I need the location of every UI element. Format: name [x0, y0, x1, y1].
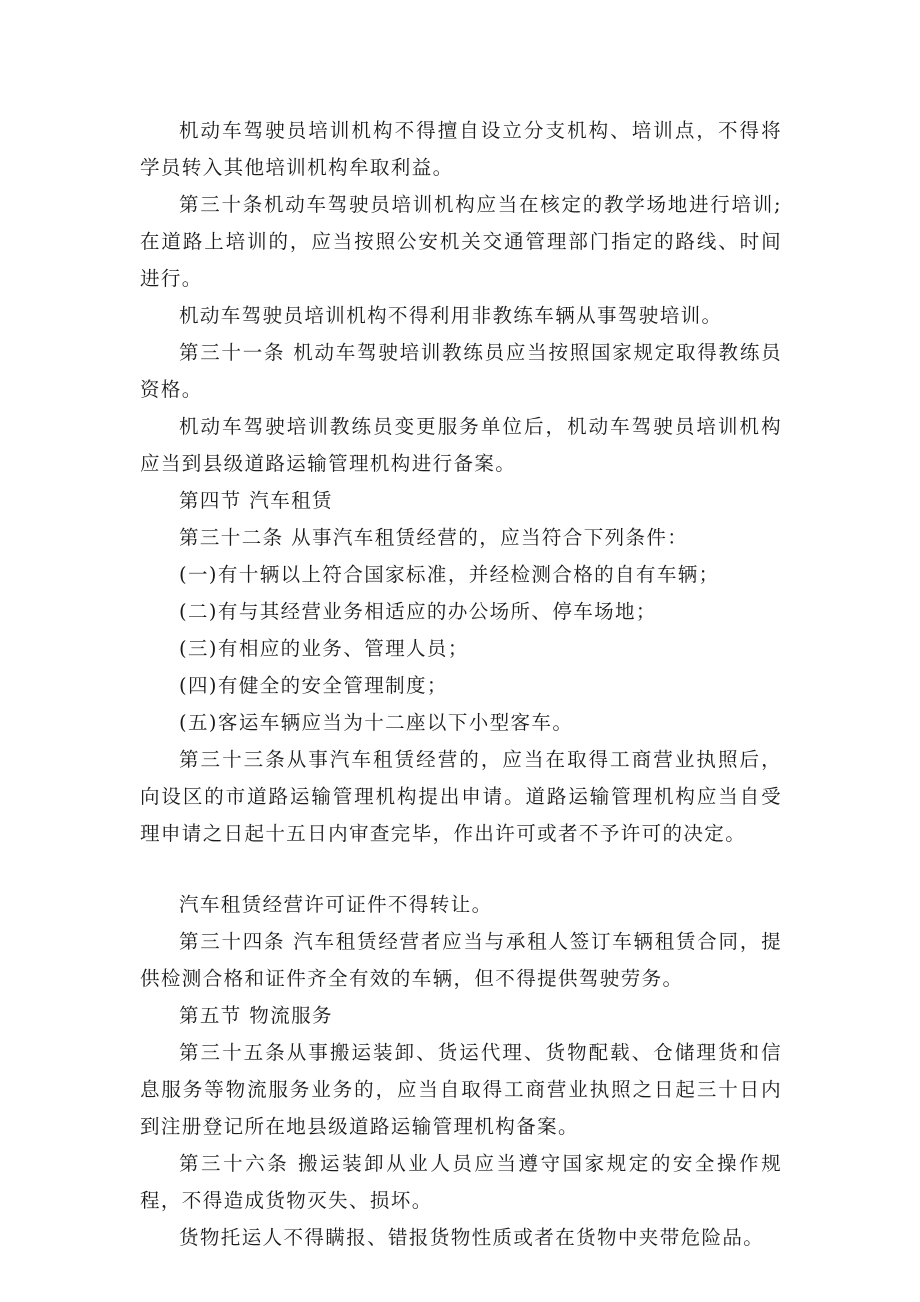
- paragraph: 第三十一条 机动车驾驶培训教练员应当按照国家规定取得教练员资格。: [140, 341, 782, 401]
- list-item: (五)客运车辆应当为十二座以下小型客车。: [179, 711, 574, 734]
- section-heading: 第五节 物流服务: [179, 1004, 333, 1027]
- list-item: (三)有相应的业务、管理人员；: [179, 637, 469, 660]
- paragraph: 机动车驾驶员培训机构不得利用非教练车辆从事驾驶培训。: [179, 304, 723, 327]
- paragraph: 第三十二条 从事汽车租赁经营的，应当符合下列条件：: [179, 526, 689, 549]
- section-heading: 第四节 汽车租赁: [179, 489, 333, 512]
- list-item: (一)有十辆以上符合国家标准，并经检测合格的自有车辆；: [179, 563, 720, 586]
- paragraph: 第三十条机动车驾驶员培训机构应当在核定的教学场地进行培训;在道路上培训的，应当按照公安机关交通管理部门指定的路线、时间进行。: [140, 193, 782, 290]
- paragraph: 汽车租赁经营许可证件不得转让。: [179, 893, 493, 916]
- paragraph: 第三十五条从事搬运装卸、货运代理、货物配载、仓储理货和信息服务等物流服务业务的，应当自取得工商营业执照之日起三十日内到注册登记所在地县级道路运输管理机构备案。: [140, 1041, 782, 1138]
- paragraph: 机动车驾驶培训教练员变更服务单位后，机动车驾驶员培训机构应当到县级道路运输管理机构进行备案。: [140, 415, 782, 475]
- paragraph: 货物托运人不得瞒报、错报货物性质或者在货物中夹带危险品。: [179, 1226, 765, 1249]
- list-item: (四)有健全的安全管理制度；: [179, 674, 448, 697]
- paragraph: 机动车驾驶员培训机构不得擅自设立分支机构、培训点，不得将学员转入其他培训机构牟取利益。: [140, 119, 782, 179]
- paragraph: 第三十六条 搬运装卸从业人员应当遵守国家规定的安全操作规程，不得造成货物灭失、损坏。: [140, 1152, 782, 1212]
- list-item: (二)有与其经营业务相适应的办公场所、停车场地；: [179, 600, 657, 623]
- paragraph: 第三十四条 汽车租赁经营者应当与承租人签订车辆租赁合同，提供检测合格和证件齐全有效的车辆，但不得提供驾驶劳务。: [140, 930, 782, 990]
- document-body: [140, 112, 782, 1256]
- paragraph: 第三十三条从事汽车租赁经营的，应当在取得工商营业执照后，向设区的市道路运输管理机构提出申请。道路运输管理机构应当自受理申请之日起十五日内审查完毕，作出许可或者不予许可的决定。: [140, 748, 782, 845]
